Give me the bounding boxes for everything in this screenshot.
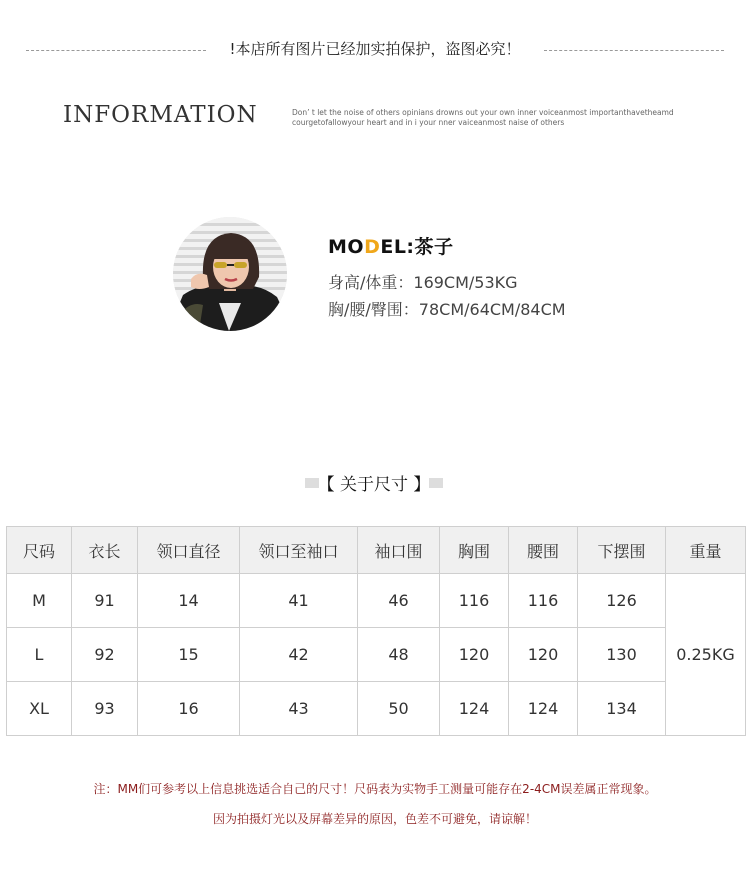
model-height-weight: 身高/体重：169CM/53KG	[328, 273, 518, 292]
notice-divider-right	[544, 50, 724, 51]
cell-neck-to-cuff: 43	[240, 682, 358, 736]
cell-length: 93	[72, 682, 138, 736]
cell-waist: 120	[509, 628, 578, 682]
model-avatar	[173, 217, 287, 331]
model-photo	[173, 217, 287, 331]
table-row	[7, 628, 746, 682]
cell-cuff: 50	[358, 682, 440, 736]
notice-divider-left	[26, 50, 206, 51]
copyright-notice	[0, 38, 750, 62]
header-neck-diameter: 领口直径	[138, 527, 240, 574]
model-name	[328, 232, 454, 259]
header-length: 衣长	[72, 527, 138, 574]
size-section-title: 【 关于尺寸 】	[317, 475, 431, 495]
cell-chest: 120	[440, 628, 509, 682]
info-title: INFORMATION	[63, 102, 258, 128]
model-label-end: EL:	[380, 236, 415, 258]
cell-neck-diameter: 15	[138, 628, 240, 682]
cell-hem: 130	[578, 628, 666, 682]
cell-hem: 134	[578, 682, 666, 736]
header-chest: 胸围	[440, 527, 509, 574]
notice-text: !本店所有图片已经加实拍保护，盗图必究！	[229, 40, 521, 58]
info-subtitle	[292, 108, 712, 128]
header-hem: 下摆围	[578, 527, 666, 574]
cell-neck-to-cuff: 41	[240, 574, 358, 628]
header-waist: 腰围	[509, 527, 578, 574]
header-size: 尺码	[7, 527, 72, 574]
header-neck-to-cuff: 领口至袖口	[240, 527, 358, 574]
cell-size: L	[7, 628, 72, 682]
cell-chest: 116	[440, 574, 509, 628]
cell-hem: 126	[578, 574, 666, 628]
cell-neck-diameter: 16	[138, 682, 240, 736]
measurement-note: 注：MM们可参考以上信息挑选适合自己的尺寸！尺码表为实物手工测量可能存在2-4CM误差属正常现象。	[93, 782, 657, 796]
color-difference-note: 因为拍摄灯光以及屏幕差异的原因，色差不可避免，请谅解！	[212, 812, 537, 826]
size-table	[6, 526, 746, 736]
cell-length: 91	[72, 574, 138, 628]
model-name-value: 茶子	[414, 236, 454, 258]
cell-neck-diameter: 14	[138, 574, 240, 628]
cell-size: XL	[7, 682, 72, 736]
header-cuff: 袖口围	[358, 527, 440, 574]
cell-chest: 124	[440, 682, 509, 736]
cell-length: 92	[72, 628, 138, 682]
size-table-header-row	[7, 527, 746, 574]
cell-waist: 116	[509, 574, 578, 628]
cell-cuff: 46	[358, 574, 440, 628]
info-subtitle-line-2: courgetofallowyour heart and in i your nner vaiceanmost naise of others	[292, 118, 565, 127]
header-weight: 重量	[666, 527, 746, 574]
size-section-heading	[305, 470, 443, 495]
table-row	[7, 574, 746, 628]
cell-cuff: 48	[358, 628, 440, 682]
cell-waist: 124	[509, 682, 578, 736]
model-label-accent: D	[364, 236, 381, 258]
model-label-start: MO	[328, 236, 365, 258]
cell-size: M	[7, 574, 72, 628]
model-measurements: 胸/腰/臀围：78CM/64CM/84CM	[328, 300, 566, 319]
table-row	[7, 682, 746, 736]
cell-weight: 0.25KG	[666, 574, 746, 736]
info-subtitle-line-1: Don’ t let the noise of others opinians drowns out your own inner voiceanmost importanthavetheamd	[292, 108, 674, 117]
cell-neck-to-cuff: 42	[240, 628, 358, 682]
